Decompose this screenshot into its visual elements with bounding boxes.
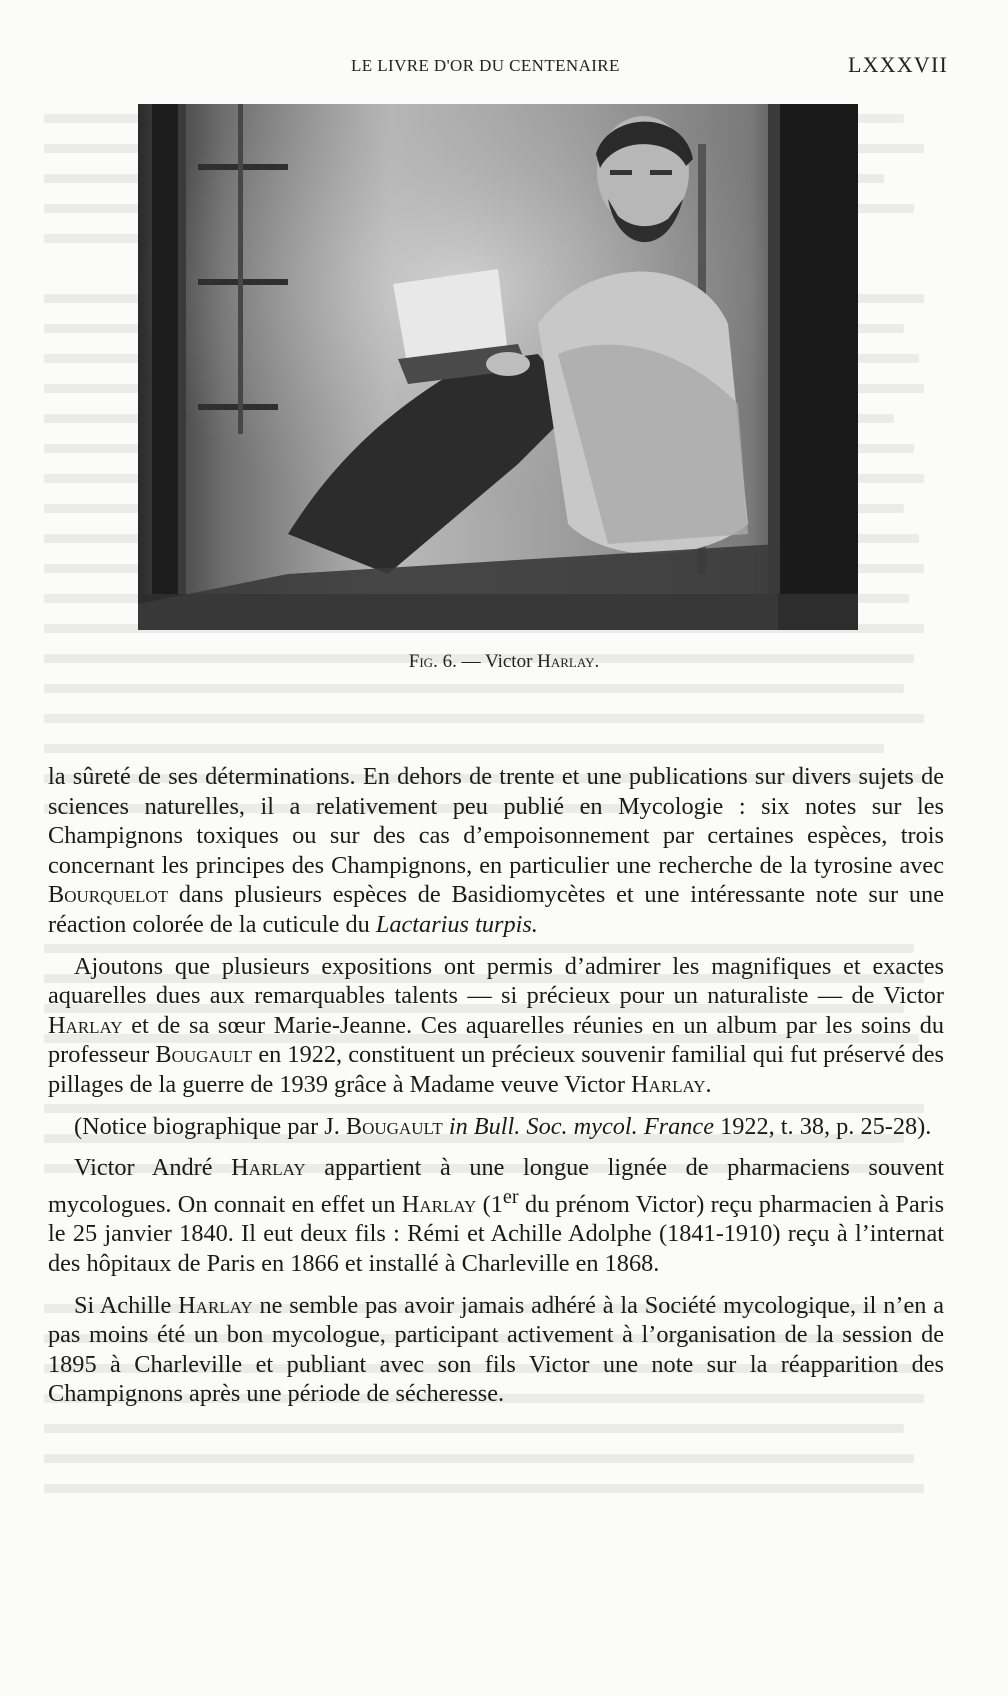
text-run: et de sa sœur Marie-Jeanne. Ces aquarelles réunies en un album par les soins du professeur bbox=[48, 1011, 945, 1069]
portrait-photograph bbox=[138, 104, 858, 630]
text-run: Victor André bbox=[74, 1154, 213, 1182]
paragraph-2 bbox=[48, 952, 944, 1100]
text-run: 1922, t. 38, p. 25-28). bbox=[720, 1112, 932, 1140]
author-name: Harlay. bbox=[631, 1070, 712, 1098]
figure-caption bbox=[0, 651, 1008, 673]
caption-label: Fig. 6. — bbox=[408, 651, 481, 672]
author-name: Harlay bbox=[178, 1291, 253, 1319]
caption-name-prefix: Victor bbox=[485, 651, 533, 672]
text-run: la sûreté de ses déterminations. En dehors de trente et une publications sur divers sujets de sciences naturelles, il a relativement peu publié en Mycologie : six notes sur les Champignons toxiques ou sur des cas d’empoisonnement par certaines espèces, trois concernant les principes des Champignons, en particulier une recherche de la tyrosine avec bbox=[48, 763, 944, 879]
text-run: du prénom Victor) reçu pharmacien à Paris le 25 janvier 1840. Il eut deux fils : Rémi et Achille Adolphe (1841-1910) reçu à l’internat des hôpitaux de Paris en 1866 et installé à Charleville en 1868. bbox=[48, 1190, 945, 1277]
author-name: Bougault bbox=[345, 1112, 443, 1140]
running-header bbox=[0, 52, 1008, 82]
author-name: Bougault bbox=[155, 1041, 253, 1069]
text-run: ne semble pas avoir jamais adhéré à la Société mycologique, il n’en a pas moins été un bon mycologue, participant activement à l’organisation de la session de 1895 à Charleville et publiant avec son fils Victor une note sur la réapparition des Champignons après une période de sécheresse. bbox=[48, 1291, 945, 1408]
paragraph-3 bbox=[48, 1112, 944, 1142]
author-name: Harlay bbox=[48, 1011, 123, 1039]
body-text bbox=[48, 762, 944, 1409]
paragraph-5 bbox=[48, 1291, 944, 1409]
journal-reference: in Bull. Soc. mycol. France bbox=[448, 1112, 714, 1140]
paragraph-4 bbox=[48, 1153, 944, 1278]
text-run: appartient à une longue lignée de pharmaciens souvent mycologues. On connait en effet un bbox=[48, 1154, 945, 1218]
page-number: LXXXVII bbox=[847, 52, 948, 77]
text-run: dans plusieurs espèces de Basidiomycètes et une intéressante note sur une réaction colorée de la cuticule du bbox=[48, 881, 944, 938]
author-name: Harlay bbox=[231, 1154, 306, 1182]
author-name: Bourquelot bbox=[48, 881, 169, 909]
author-name: Harlay bbox=[401, 1190, 477, 1218]
species-name: Lactarius turpis. bbox=[375, 910, 538, 938]
paragraph-1 bbox=[48, 762, 944, 940]
running-title: LE LIVRE D'OR DU CENTENAIRE bbox=[351, 56, 620, 75]
text-run: Ajoutons que plusieurs expositions ont permis d’admirer les magnifiques et exactes aquarelles dues aux remarquables talents — si précieux pour un naturaliste — de Victor bbox=[48, 952, 944, 1010]
text-run: (Notice biographique par J. bbox=[74, 1112, 340, 1140]
ordinal-superscript: er bbox=[502, 1185, 519, 1208]
photo-illustration bbox=[138, 104, 858, 630]
text-run: (1 bbox=[482, 1190, 503, 1218]
text-run: en 1922, constituent un précieux souvenir familial qui fut préservé des pillages de la guerre de 1939 grâce à Madame veuve Victor bbox=[48, 1041, 944, 1098]
caption-name: Harlay. bbox=[537, 651, 600, 672]
text-run: Si Achille bbox=[74, 1291, 172, 1319]
